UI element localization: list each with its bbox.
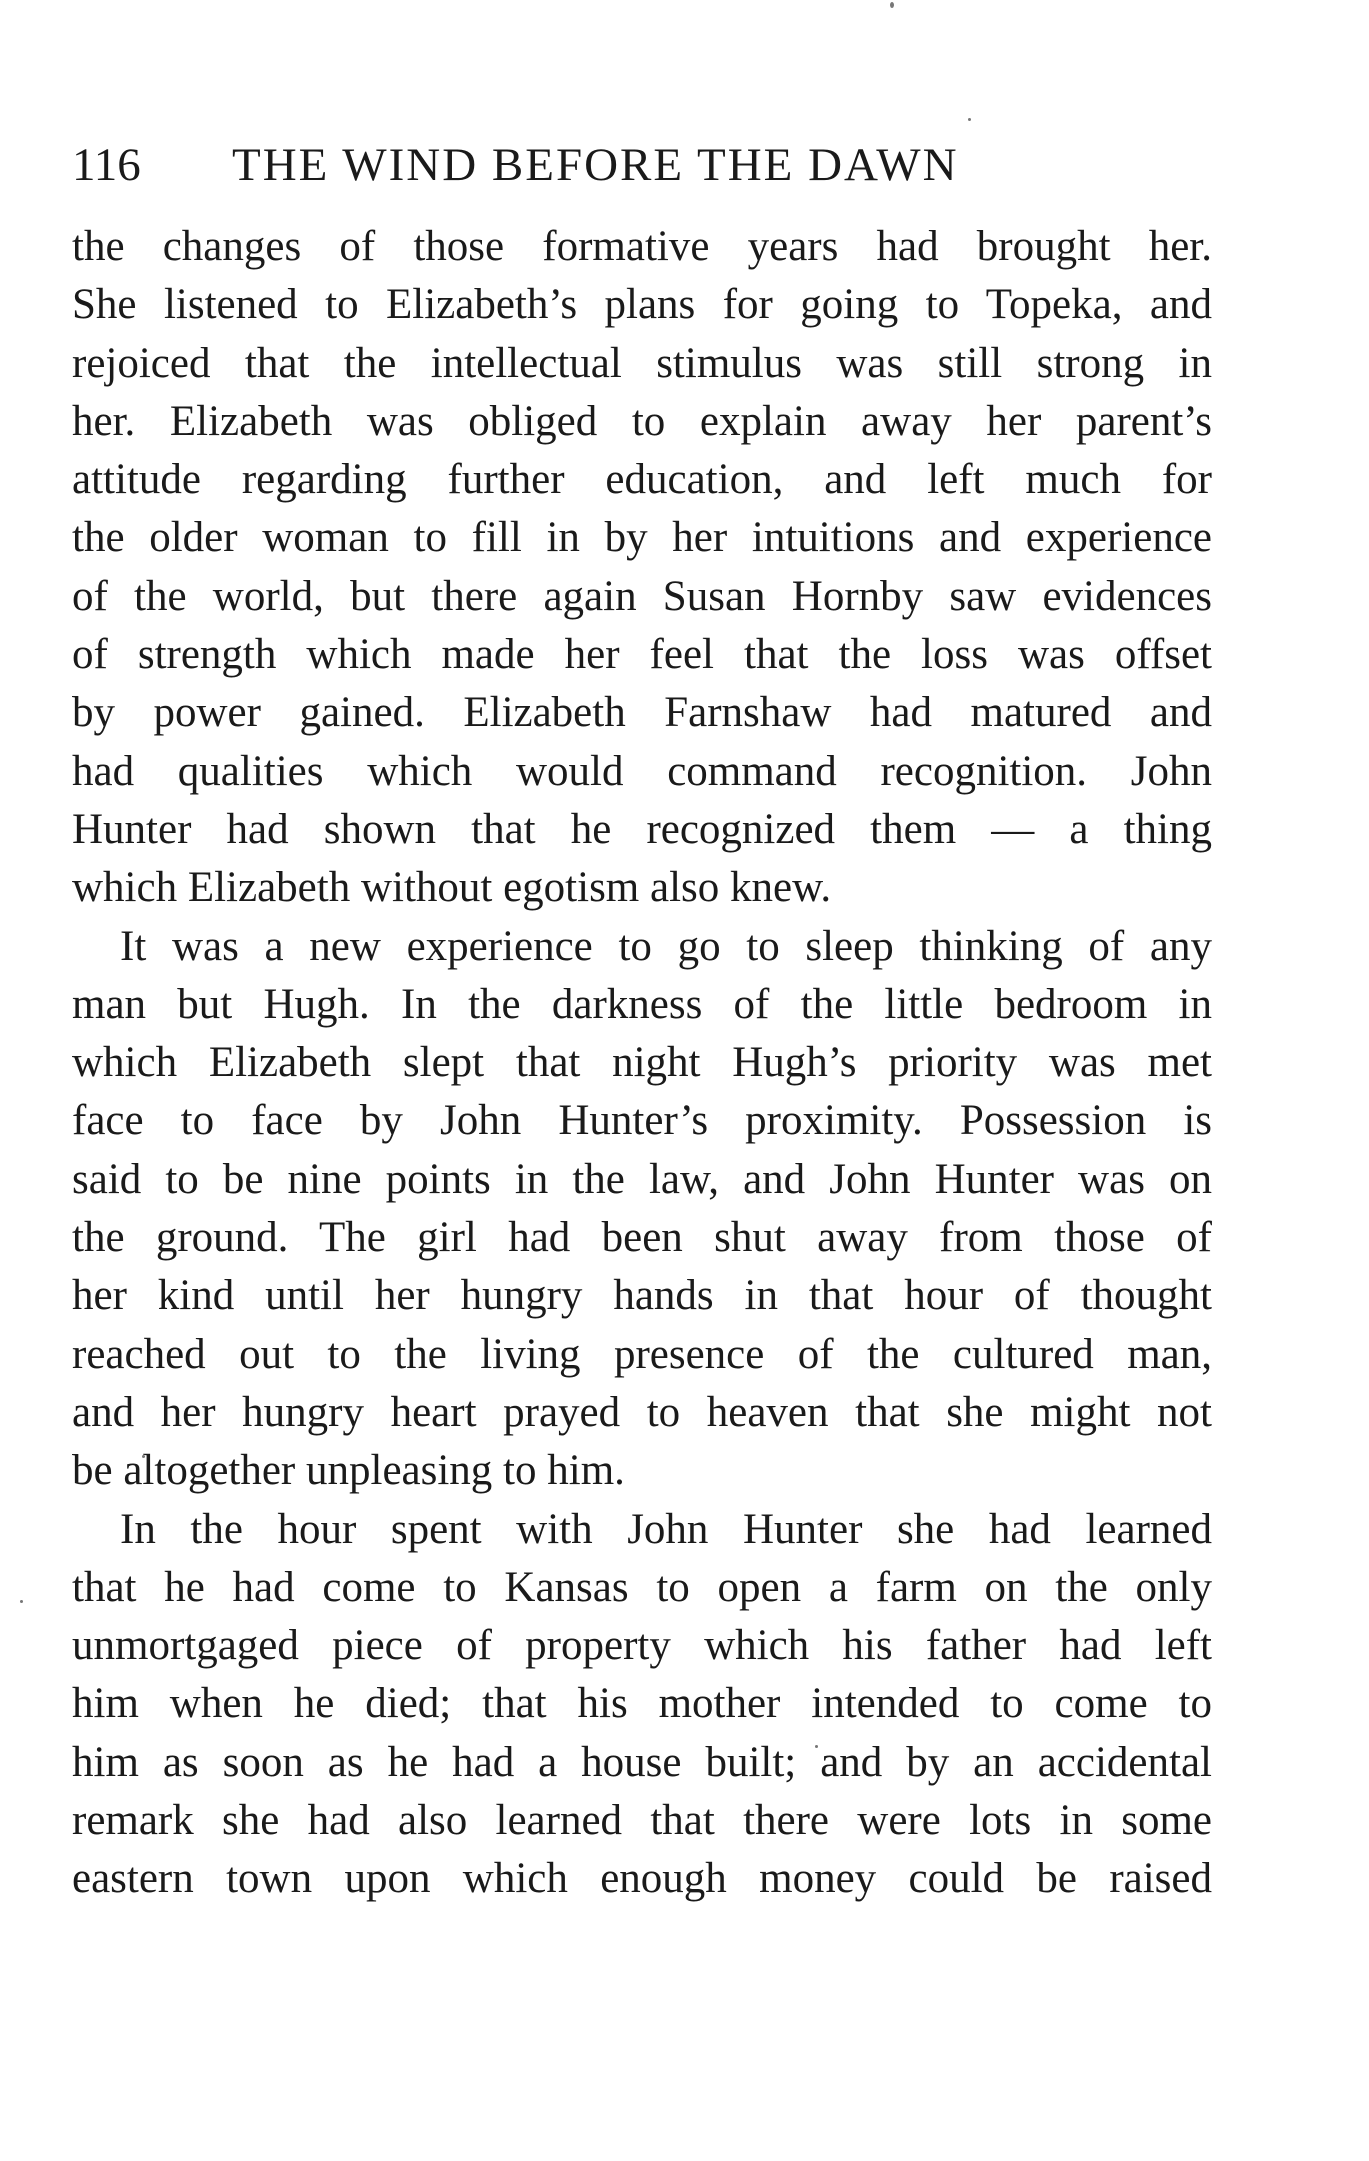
text-line: by power gained. Elizabeth Farnshaw had matured and [72, 689, 1212, 737]
text-line: She listened to Elizabeth’s plans for going to Topeka, and [72, 281, 1212, 329]
paragraph [72, 1501, 1212, 1909]
text-line: that he had come to Kansas to open a farm on the only [72, 1563, 1212, 1611]
page-number: 116 [72, 139, 141, 191]
body-text [72, 218, 1212, 1909]
text-line: It was a new experience to go to sleep thinking of any [120, 922, 1212, 970]
text-line: remark she had also learned that there were lots in some [72, 1797, 1212, 1845]
text-line: which Elizabeth without egotism also knew. [72, 864, 832, 912]
text-line: reached out to the living presence of the cultured man, [72, 1330, 1212, 1378]
running-head [72, 138, 1212, 208]
text-line: attitude regarding further education, and left much for [72, 456, 1212, 504]
print-speck [890, 2, 894, 8]
book-page [72, 138, 1212, 1909]
text-line: her kind until her hungry hands in that hour of thought [72, 1272, 1212, 1320]
text-line: Hunter had shown that he recognized them — a thing [72, 805, 1212, 853]
text-line: rejoiced that the intellectual stimulus was still strong in [72, 339, 1212, 387]
print-speck [20, 1600, 23, 1603]
print-speck [968, 118, 971, 121]
text-line: him when he died; that his mother intended to come to [72, 1680, 1212, 1728]
text-line: the ground. The girl had been shut away from those of [72, 1214, 1212, 1262]
text-line: be altogether unpleasing to him. [72, 1447, 625, 1495]
text-line: face to face by John Hunter’s proximity. Possession is [72, 1097, 1212, 1145]
book-title: THE WIND BEFORE THE DAWN [232, 139, 959, 191]
text-line: and her hungry heart prayed to heaven that she might not [72, 1388, 1212, 1436]
text-line: man but Hugh. In the darkness of the little bedroom in [72, 980, 1212, 1028]
text-line: of strength which made her feel that the loss was offset [72, 631, 1212, 679]
paragraph [72, 218, 1212, 918]
text-line: the changes of those formative years had brought her. [72, 223, 1212, 270]
text-line: In the hour spent with John Hunter she had learned [120, 1505, 1212, 1553]
paragraph [72, 918, 1212, 1501]
text-line: had qualities which would command recognition. John [72, 747, 1212, 795]
text-line: of the world, but there again Susan Hornby saw evidences [72, 572, 1212, 620]
text-line: the older woman to fill in by her intuitions and experience [72, 514, 1212, 562]
text-line: said to be nine points in the law, and John Hunter was on [72, 1155, 1212, 1203]
text-line: unmortgaged piece of property which his father had left [72, 1622, 1212, 1670]
text-line: her. Elizabeth was obliged to explain away her parent’s [72, 397, 1212, 445]
text-line: which Elizabeth slept that night Hugh’s priority was met [72, 1039, 1212, 1087]
text-line: eastern town upon which enough money could be raised [72, 1855, 1212, 1903]
text-line: him as soon as he had a house built; and by an accidental [72, 1738, 1212, 1786]
